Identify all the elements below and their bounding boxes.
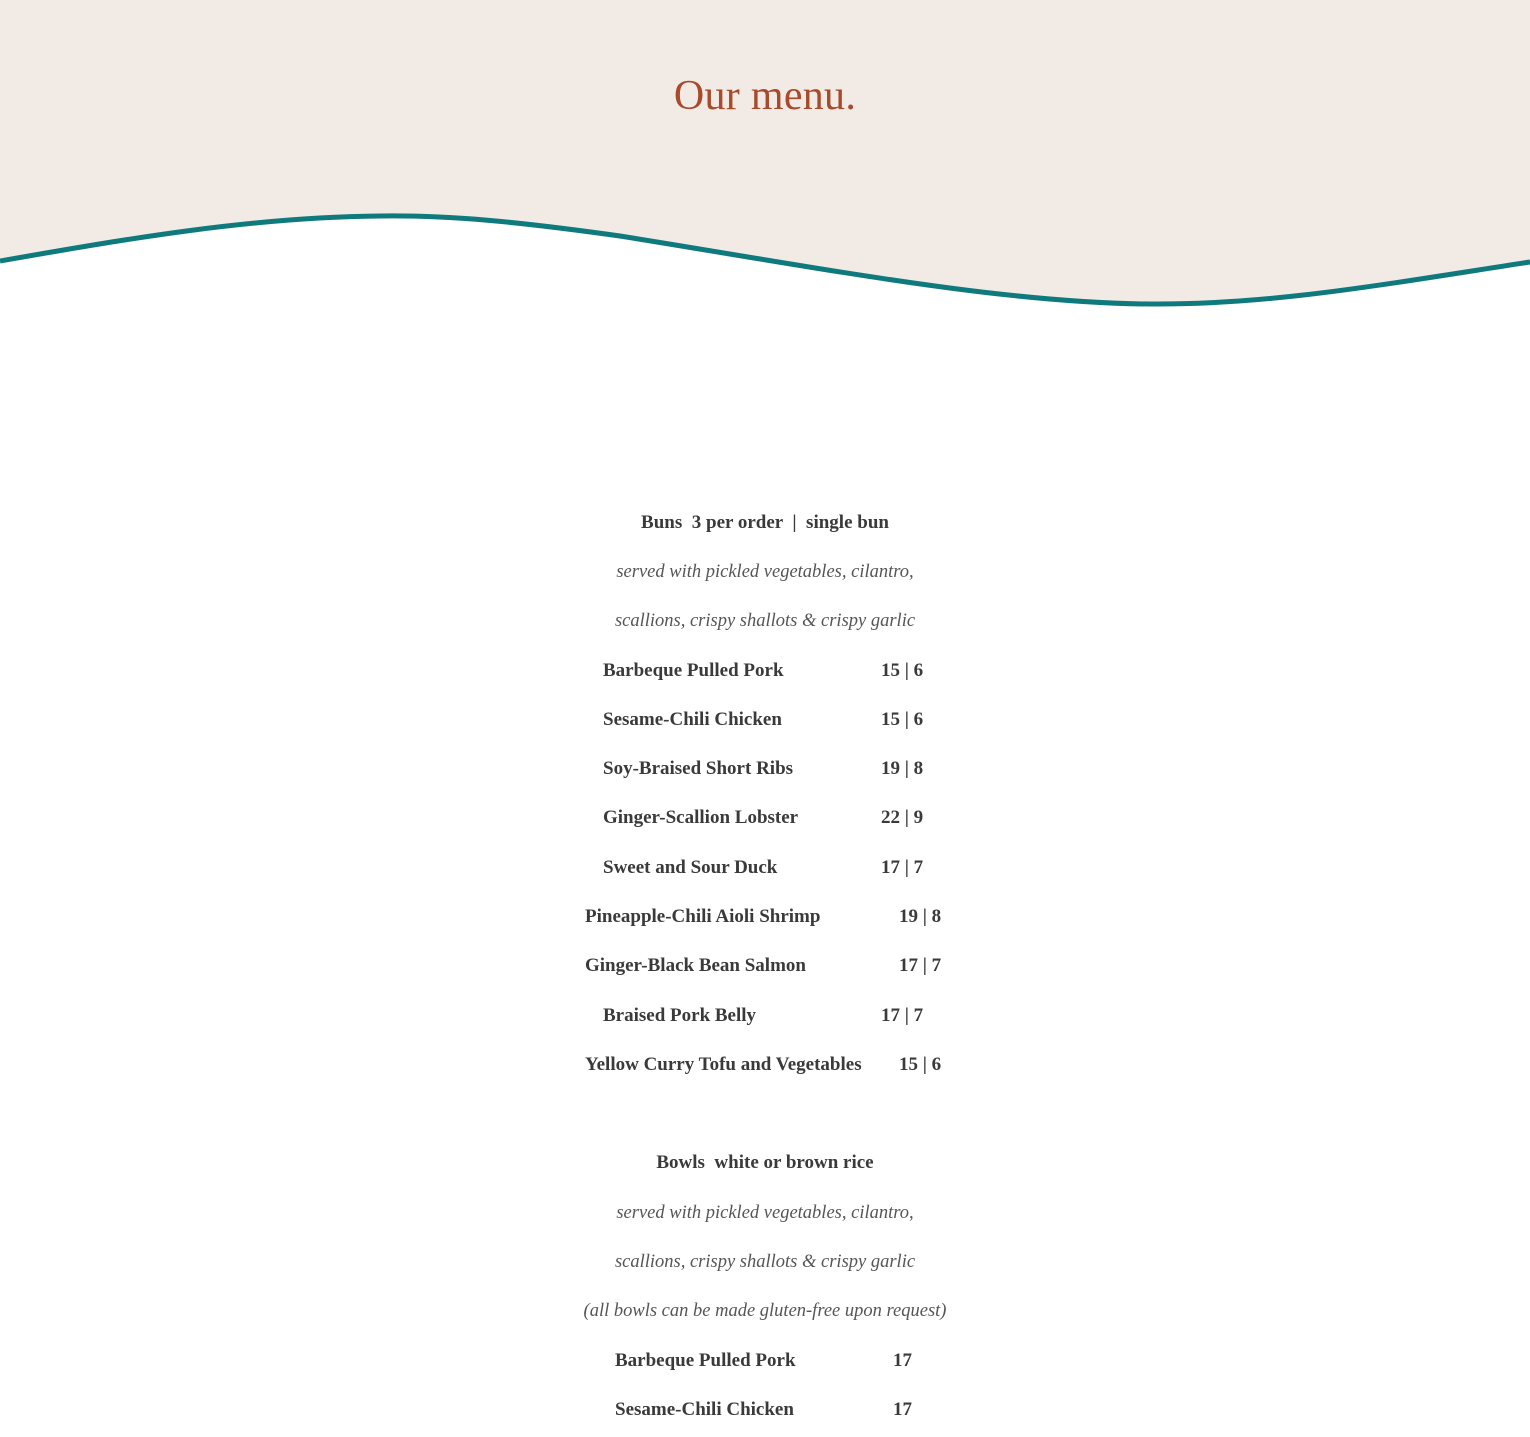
menu-item-name: Barbeque Pulled Pork <box>603 660 784 681</box>
menu-item-price: 15 | 6 <box>881 660 924 681</box>
menu-item-price: 17 <box>893 1399 912 1420</box>
section-heading-buns: Buns 3 per order | single bun <box>641 512 889 533</box>
menu-item-price: 15 | 6 <box>881 709 924 730</box>
menu-item-price: 19 | 8 <box>899 906 942 927</box>
section-note: (all bowls can be made gluten-free upon request) <box>583 1301 947 1321</box>
header-band <box>0 0 1530 320</box>
menu-item-price: 17 | 7 <box>881 857 924 878</box>
menu-item-name: Braised Pork Belly <box>603 1005 757 1026</box>
menu-item-price: 19 | 8 <box>881 758 924 779</box>
menu-item-name: Sesame-Chili Chicken <box>603 709 782 730</box>
section-heading-bowls: Bowls white or brown rice <box>656 1152 874 1173</box>
menu-item-name: Ginger-Scallion Lobster <box>603 807 799 828</box>
section-description: served with pickled vegetables, cilantro, <box>616 1203 914 1223</box>
menu-item-price: 17 | 7 <box>899 955 942 976</box>
menu-item-name: Barbeque Pulled Pork <box>615 1350 796 1371</box>
menu-item-name: Yellow Curry Tofu and Vegetables <box>585 1054 862 1075</box>
menu-item-price: 15 | 6 <box>899 1054 942 1075</box>
wave-divider <box>0 0 1530 320</box>
menu-item-name: Ginger-Black Bean Salmon <box>585 955 806 976</box>
page-title: Our menu. <box>673 73 857 119</box>
menu-item-name: Sesame-Chili Chicken <box>615 1399 794 1420</box>
menu-item-name: Soy-Braised Short Ribs <box>603 758 794 779</box>
menu-item-price: 17 | 7 <box>881 1005 924 1026</box>
menu-item-price: 17 <box>893 1350 912 1371</box>
section-description: served with pickled vegetables, cilantro, <box>616 562 914 582</box>
menu-item-name: Pineapple-Chili Aioli Shrimp <box>585 906 821 927</box>
section-description: scallions, crispy shallots & crispy garlic <box>614 611 916 631</box>
menu-item-price: 22 | 9 <box>881 807 924 828</box>
menu-item-name: Sweet and Sour Duck <box>603 857 778 878</box>
section-description: scallions, crispy shallots & crispy garlic <box>614 1252 916 1272</box>
